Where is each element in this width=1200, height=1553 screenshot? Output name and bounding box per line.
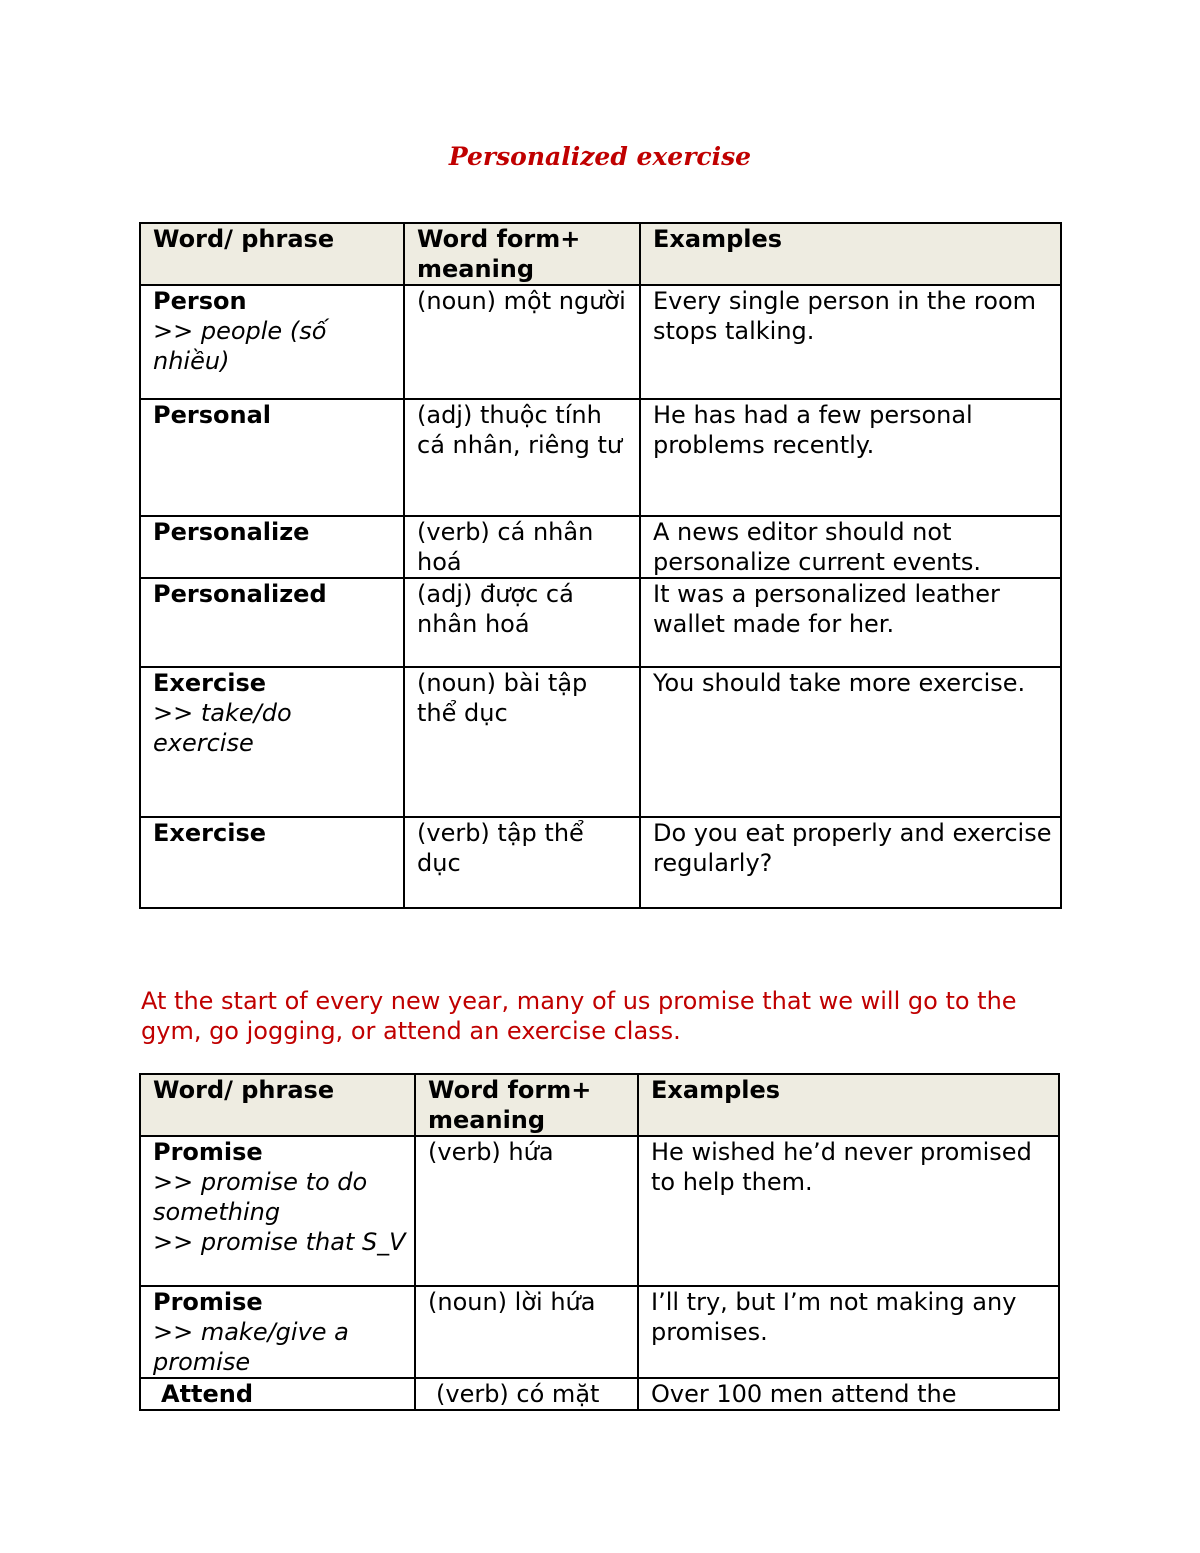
word: Exercise <box>153 819 267 847</box>
word: Exercise <box>153 669 267 697</box>
header-examples: Examples <box>638 1074 1059 1136</box>
table-row <box>140 399 1061 516</box>
example-cell: A news editor should not personalize current events. <box>640 516 1061 578</box>
example-cell: You should take more exercise. <box>640 667 1061 817</box>
table-header-row <box>140 223 1061 285</box>
vocab-table-1 <box>139 222 1062 909</box>
form-cell: (adj) được cá nhân hoá <box>404 578 640 667</box>
form-cell: (noun) một người <box>404 285 640 399</box>
example-cell: He wished he’d never promised to help them. <box>638 1136 1059 1286</box>
header-word-phrase: Word/ phrase <box>140 1074 415 1136</box>
word-note: >> make/give a promise <box>153 1318 349 1376</box>
table-row <box>140 578 1061 667</box>
table-row <box>140 817 1061 908</box>
table-row <box>140 667 1061 817</box>
example-cell: It was a personalized leather wallet made for her. <box>640 578 1061 667</box>
example-cell: Do you eat properly and exercise regularly? <box>640 817 1061 908</box>
word: Promise <box>153 1288 263 1316</box>
header-word-form: Word form+ meaning <box>404 223 640 285</box>
example-cell: Every single person in the room stops talking. <box>640 285 1061 399</box>
example-cell: Over 100 men attend the <box>638 1378 1059 1410</box>
word: Personalize <box>153 518 310 546</box>
form-cell: (adj) thuộc tính cá nhân, riêng tư <box>404 399 640 516</box>
word-cell <box>140 1378 415 1410</box>
word-note: >> take/do exercise <box>153 699 292 757</box>
form-cell: (verb) cá nhân hoá <box>404 516 640 578</box>
word: Personal <box>153 401 271 429</box>
word-cell <box>140 817 404 908</box>
header-word-form: Word form+ meaning <box>415 1074 638 1136</box>
intro-paragraph: At the start of every new year, many of us promise that we will go to the gym, go jogging, or attend an exercise class. <box>141 987 1017 1045</box>
example-cell: I’ll try, but I’m not making any promises. <box>638 1286 1059 1378</box>
word-cell <box>140 578 404 667</box>
word-note: >> people (số nhiều) <box>153 317 327 375</box>
word: Attend <box>161 1380 254 1408</box>
word: Promise <box>153 1138 263 1166</box>
header-word-phrase: Word/ phrase <box>140 223 404 285</box>
word: Person <box>153 287 247 315</box>
table-header-row <box>140 1074 1059 1136</box>
table-row <box>140 516 1061 578</box>
word-cell <box>140 516 404 578</box>
form-cell: (verb) hứa <box>415 1136 638 1286</box>
table-row <box>140 1136 1059 1286</box>
form-cell: (verb) tập thể dục <box>404 817 640 908</box>
table-row <box>140 1378 1059 1410</box>
word-cell <box>140 667 404 817</box>
word-cell <box>140 285 404 399</box>
example-cell: He has had a few personal problems recently. <box>640 399 1061 516</box>
form-cell: (noun) lời hứa <box>415 1286 638 1378</box>
word: Personalized <box>153 580 327 608</box>
vocab-table-2 <box>139 1073 1060 1411</box>
table-row <box>140 1286 1059 1378</box>
word-cell <box>140 1286 415 1378</box>
word-cell <box>140 399 404 516</box>
table-row <box>140 285 1061 399</box>
form-cell: (verb) có mặt <box>415 1378 638 1410</box>
header-examples: Examples <box>640 223 1061 285</box>
word-cell <box>140 1136 415 1286</box>
word-note: >> promise to do something <box>153 1168 368 1226</box>
word-note: >> promise that S_V <box>153 1228 406 1256</box>
page-title: Personalized exercise <box>448 142 752 171</box>
form-cell: (noun) bài tập thể dục <box>404 667 640 817</box>
